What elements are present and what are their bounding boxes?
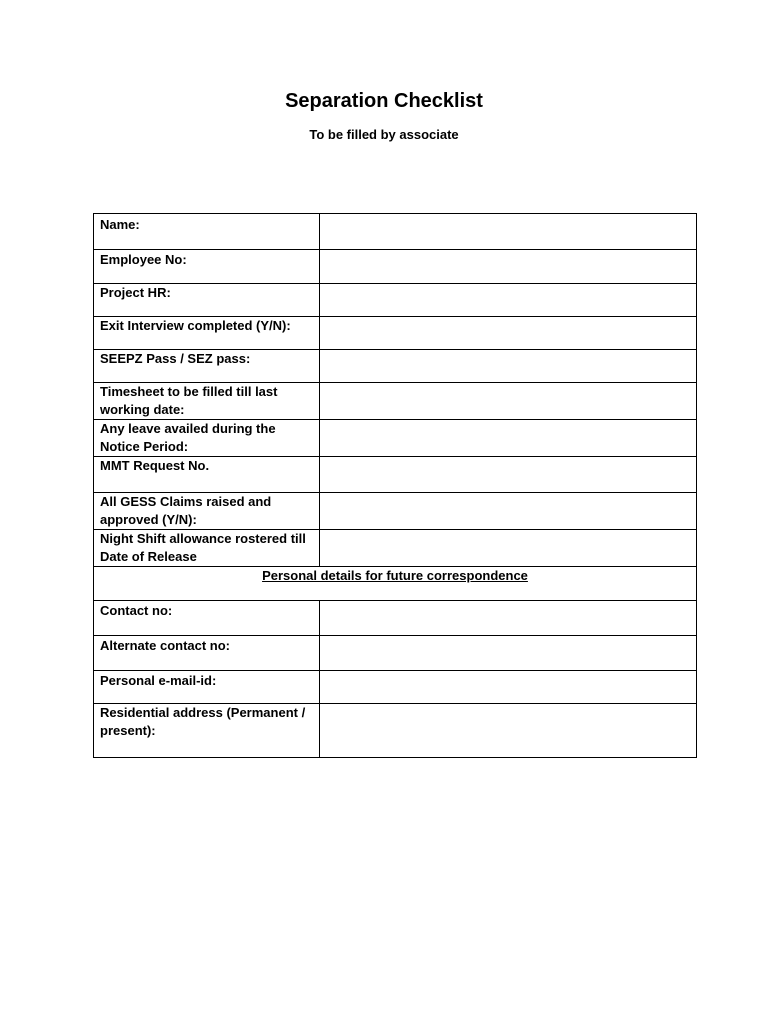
- seepz-pass-label: SEEPZ Pass / SEZ pass:: [100, 351, 251, 366]
- field-label-cell: [94, 317, 320, 350]
- table-row: [94, 704, 697, 758]
- employee-no-label: Employee No:: [100, 252, 187, 267]
- field-label-cell: [94, 457, 320, 493]
- field-label-cell: [94, 530, 320, 567]
- field-label-cell: [94, 704, 320, 758]
- exit-interview-label: Exit Interview completed (Y/N):: [100, 318, 291, 333]
- table-row: [94, 671, 697, 704]
- field-label-cell: [94, 383, 320, 420]
- night-shift-field[interactable]: [320, 530, 697, 567]
- section-heading-cell: [94, 567, 697, 601]
- project-hr-field[interactable]: [320, 284, 697, 317]
- table-row: [94, 317, 697, 350]
- alternate-contact-label: Alternate contact no:: [100, 638, 231, 653]
- table-row: [94, 250, 697, 284]
- table-row: [94, 214, 697, 250]
- seepz-pass-field[interactable]: [320, 350, 697, 383]
- section-heading: Personal details for future correspondence: [262, 568, 528, 583]
- name-field[interactable]: [320, 214, 697, 250]
- table-row: [94, 601, 697, 636]
- gess-claims-label: All GESS Claims raised and approved (Y/N):: [100, 494, 272, 527]
- mmt-request-label: MMT Request No.: [100, 458, 210, 473]
- separation-checklist-table: [93, 213, 697, 758]
- field-label-cell: [94, 420, 320, 457]
- table-row: [94, 457, 697, 493]
- field-label-cell: [94, 284, 320, 317]
- residential-address-label: Residential address (Permanent / present):: [100, 705, 306, 738]
- timesheet-field[interactable]: [320, 383, 697, 420]
- table-row: [94, 530, 697, 567]
- table-row: [94, 636, 697, 671]
- residential-address-field[interactable]: [320, 704, 697, 758]
- table-row: [94, 284, 697, 317]
- personal-email-field[interactable]: [320, 671, 697, 704]
- mmt-request-field[interactable]: [320, 457, 697, 493]
- field-label-cell: [94, 214, 320, 250]
- table-row: [94, 350, 697, 383]
- table-row: [94, 493, 697, 530]
- table-row: [94, 420, 697, 457]
- project-hr-label: Project HR:: [100, 285, 171, 300]
- leave-availed-field[interactable]: [320, 420, 697, 457]
- night-shift-label: Night Shift allowance rostered till Date of Release: [100, 531, 306, 564]
- alternate-contact-field[interactable]: [320, 636, 697, 671]
- page-title: Separation Checklist: [285, 90, 483, 112]
- field-label-cell: [94, 671, 320, 704]
- field-label-cell: [94, 601, 320, 636]
- leave-availed-label: Any leave availed during the Notice Period:: [100, 421, 276, 454]
- section-heading-row: [94, 567, 697, 601]
- gess-claims-field[interactable]: [320, 493, 697, 530]
- field-label-cell: [94, 493, 320, 530]
- contact-no-field[interactable]: [320, 601, 697, 636]
- contact-no-label: Contact no:: [100, 603, 173, 618]
- exit-interview-field[interactable]: [320, 317, 697, 350]
- field-label-cell: [94, 636, 320, 671]
- field-label-cell: [94, 250, 320, 284]
- field-label-cell: [94, 350, 320, 383]
- timesheet-label: Timesheet to be filled till last working date:: [100, 384, 278, 417]
- employee-no-field[interactable]: [320, 250, 697, 284]
- table-row: [94, 383, 697, 420]
- page-subtitle: To be filled by associate: [309, 127, 459, 142]
- name-label: Name:: [100, 217, 140, 232]
- personal-email-label: Personal e-mail-id:: [100, 673, 217, 688]
